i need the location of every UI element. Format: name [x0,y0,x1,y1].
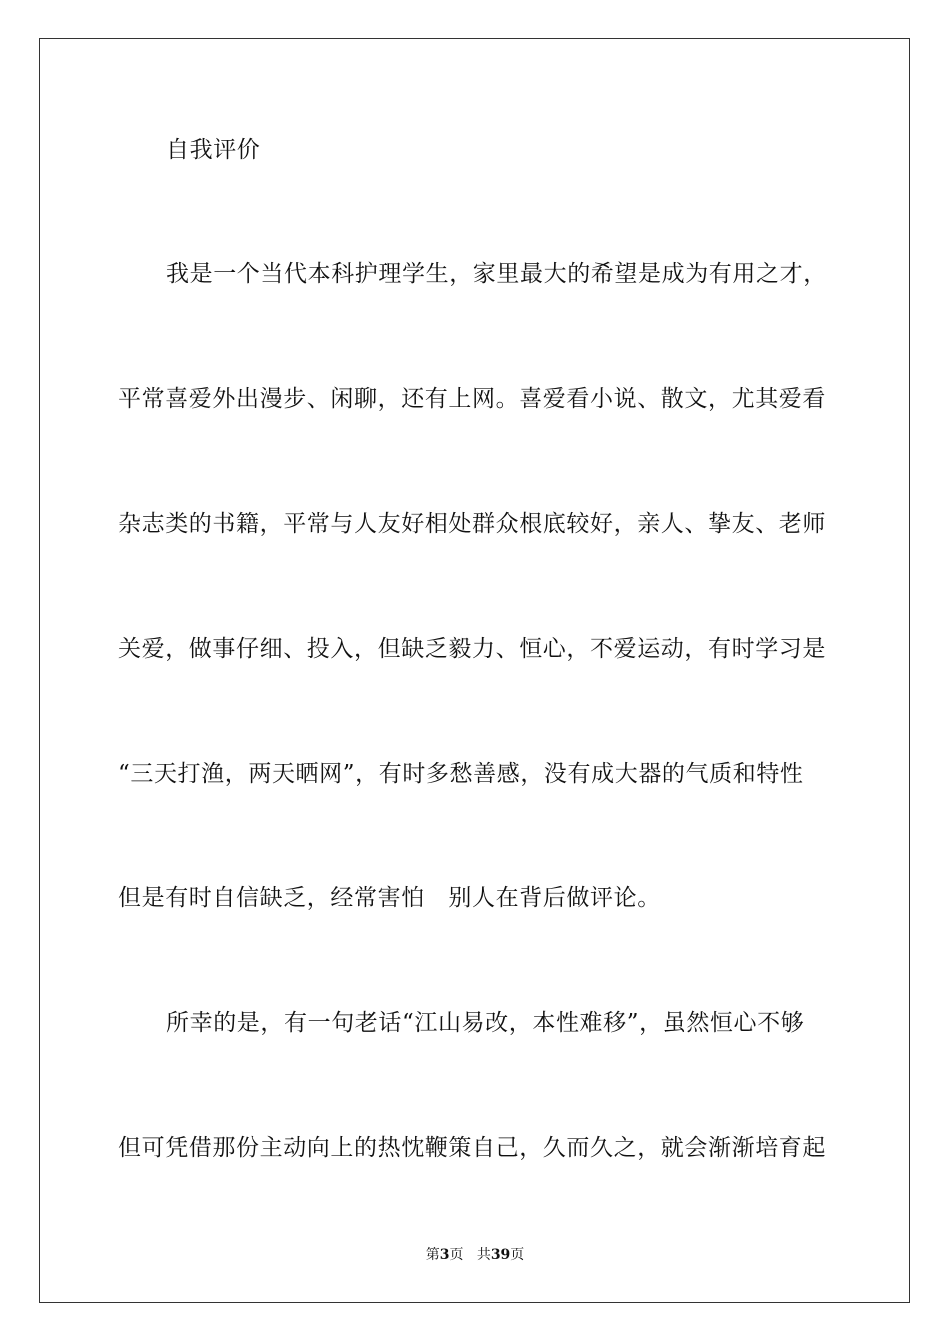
footer-page-suffix: 页 [449,1247,464,1263]
page-border [39,38,910,1303]
footer-page-number: 3 [439,1247,450,1263]
footer-total-suffix: 页 [510,1247,525,1263]
paragraph-line-7: 所幸的是，有一句老话“江山易改，本性难移”，虽然恒心不够 [166,1010,805,1036]
paragraph-line-6: 但是有时自信缺乏，经常害怕 别人在背后做评论。 [118,885,661,911]
footer-total-pages: 39 [490,1247,511,1263]
page-footer [0,1246,950,1264]
document-title: 自我评价 [166,137,261,163]
paragraph-line-3: 杂志类的书籍，平常与人友好相处群众根底较好，亲人、挚友、老师 [118,511,826,537]
paragraph-line-4: 关爱，做事仔细、投入，但缺乏毅力、恒心，不爱运动，有时学习是 [118,636,826,662]
paragraph-line-8: 但可凭借那份主动向上的热忱鞭策自己，久而久之，就会渐渐培育起 [118,1135,826,1161]
paragraph-line-1: 我是一个当代本科护理学生，家里最大的希望是成为有用之才， [166,261,827,287]
footer-page-prefix: 第 [425,1247,440,1263]
footer-total-prefix: 共 [476,1247,491,1263]
paragraph-line-5: “三天打渔，两天晒网”，有时多愁善感，没有成大器的气质和特性 [118,761,804,787]
paragraph-line-2: 平常喜爱外出漫步、闲聊，还有上网。喜爱看小说、散文，尤其爱看 [118,386,826,412]
